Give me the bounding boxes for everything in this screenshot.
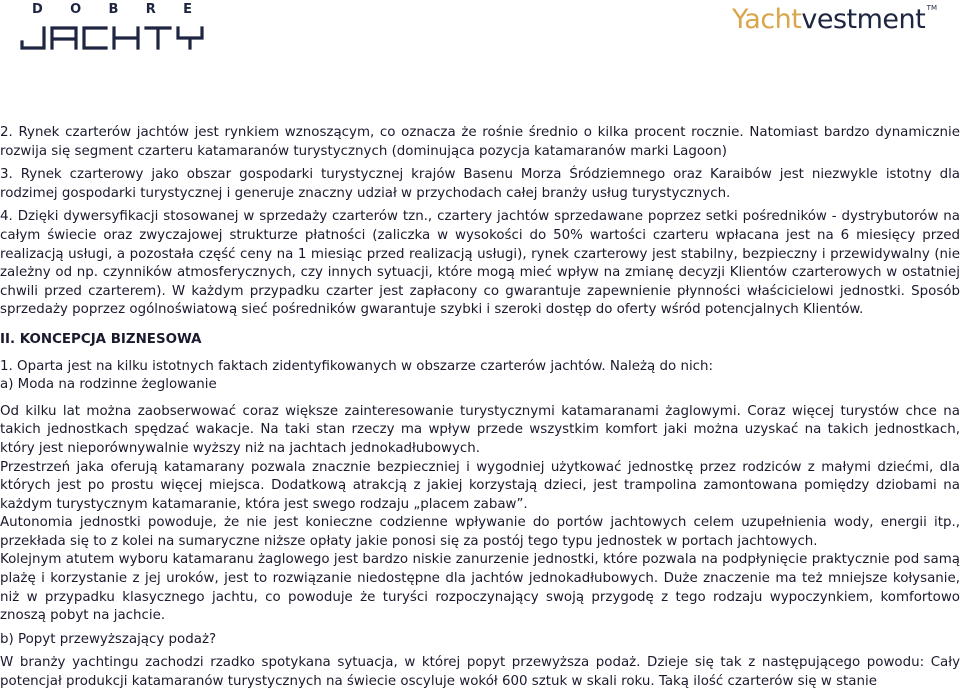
logo-letter: B: [108, 2, 119, 17]
logo-letter: R: [145, 2, 156, 17]
trademark-mark: TM: [926, 4, 937, 12]
section-point-1: 1. Oparta jest na kilku istotnych faktach zidentyfikowanych w obszarze czarterów jachtów. Należą do nich:: [0, 358, 714, 374]
logo-word-yacht: Yacht: [732, 4, 802, 35]
yachtvestment-logo: [732, 2, 947, 42]
subpoint-b: b) Popyt przewyższający podaż?: [0, 631, 217, 647]
section-heading: II. KONCEPCJA BIZNESOWA: [0, 331, 202, 347]
paragraph-family-sailing: Od kilku lat można zaobserwować coraz większe zainteresowanie turystycznymi katamaranami żaglowymi. Coraz więcej turystów chce na takich jednostkach spędzać wakacje. Na taki stan rzeczy ma wpływ przede wszystkim komfort jaki można uzyskać na takich jednostkach, który jest nieporównywalnie wyższy niż na jachtach jednokadłubowych.: [0, 403, 960, 456]
paragraph-space: Przestrzeń jaka oferują katamarany pozwala znacznie bezpieczniej i wygodniej użytkować jednostkę przez rodziców z małymi dziećmi, dla których jest po prostu więcej miejsca. Dodatkową atrakcją z jakiej korzystają dzieci, jest trampolina zamontowana pomiędzy dziobami na każdym turystycznym katamaranie, która jest swego rodzaju „placem zabaw”.: [0, 459, 960, 512]
paragraph-autonomy: Autonomia jednostki powoduje, że nie jest konieczne codzienne wpływanie do portów jachtowych celem uzupełnienia wody, energii itp., przekłada się to z kolei na sumaryczne niższe opłaty jakie ponosi się za postój tego typu jednostek w portach jachtowych.: [0, 515, 960, 549]
paragraph-draft: Kolejnym atutem wyboru katamaranu żaglowego jest bardzo niskie zanurzenie jednostki, które pozwala na podpłynięcie praktycznie pod samą plażę i korzystanie z jej uroków, jest to rozwiązanie niedostępne dla jachtów jednokadłubowych. Duże znaczenie ma też mniejsze kołysanie, niż w przypadku klasycznego jachtu, co powoduje że turyści rozpoczynający swoją przygodę z tego rodzaju wypoczynkiem, komfortowo znoszą pobyt na jachcie.: [0, 552, 960, 624]
logo-letter: O: [70, 2, 82, 17]
logo-letter: E: [183, 2, 192, 17]
paragraph-2: 2. Rynek czarterów jachtów jest rynkiem wznoszącym, co oznacza że rośnie średnio o kilka procent rocznie. Natomiast bardzo dynamicznie rozwija się segment czarteru katamaranów turystycznych (dominująca pozycja katamaranów marki Lagoon): [0, 125, 960, 159]
logo-letter: D: [32, 2, 43, 17]
dobre-jachty-logo: [18, 2, 208, 52]
jachty-wordmark: [18, 24, 208, 52]
logo-letters: [32, 2, 192, 17]
logo-word-vestment: vestment: [801, 4, 926, 35]
page-header: [0, 0, 960, 60]
paragraph-3: 3. Rynek czarterowy jako obszar gospodarki turystycznej krajów Basenu Morza Śródziemnego oraz Karaibów jest niezwykle istotny dla rodzimej gospodarki turystycznej i generuje znaczny udział w przychodach całej branży usług turystycznych.: [0, 167, 960, 201]
subpoint-a: a) Moda na rodzinne żeglowanie: [0, 377, 217, 393]
paragraph-demand: W branży yachtingu zachodzi rzadko spotykana sytuacja, w której popyt przewyższa podaż. Dzieje się tak z następującego powodu: Cały potencjał produkcji katamaranów turystycznych na świecie oscyluje wokół 600 sztuk w skali roku. Taką ilość czarterów się w stanie: [0, 655, 960, 690]
paragraph-4: 4. Dzięki dywersyfikacji stosowanej w sprzedaży czarterów tzn., czartery jachtów sprzedawane poprzez setki pośredników - dystrybutorów na całym świecie oraz zwyczajowej strukturze płatności (zaliczka w wysokości do 50% wartości czarteru wpłacana jest na 6 miesięcy przed realizacją usługi, a pozostała część ceny na 1 miesiąc przed realizacją usługi), rynek czarterowy jest stabilny, bezpieczny i przewidywalny (nie zależny od np. czynników atmosferycznych, czy innych sytuacji, które mogą mieć wpływ na zmianę decyzji Klientów czarterowych w ostatniej chwili przed czarterem). W każdym przypadku czarter jest zapłacony co gwarantuje zapewnienie płynności właścicielowi jednostki. Sposób sprzedaży poprzez ogólnoświatową sieć pośredników gwarantuje szybki i szeroki dostęp do oferty wśród potencjalnych Klientów.: [0, 209, 960, 318]
document-body: [0, 124, 960, 697]
